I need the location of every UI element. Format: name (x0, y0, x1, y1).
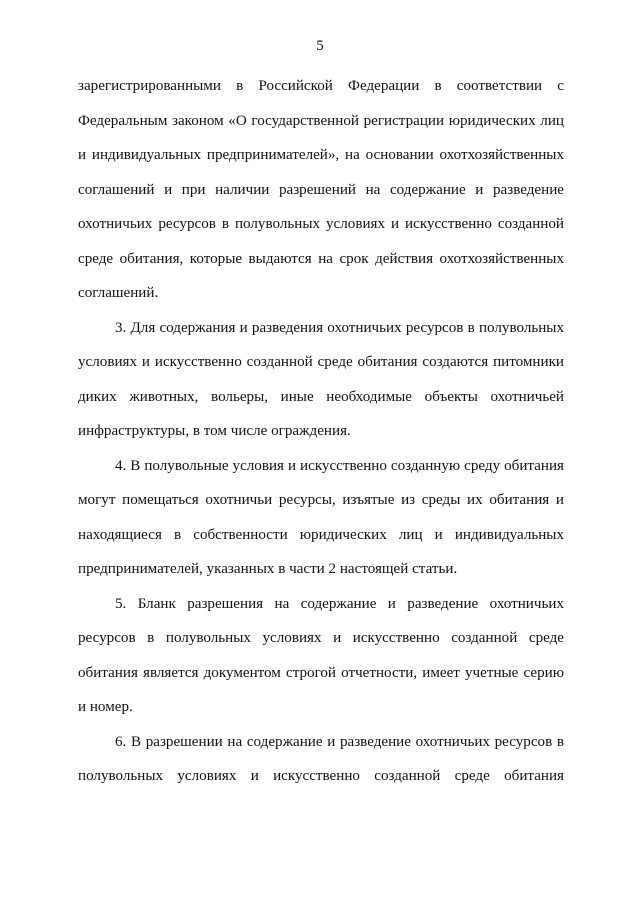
paragraph-5: 5. Бланк разрешения на содержание и разведение охотничьих ресурсов в полувольных условиях и искусственно созданной среде обитания является документом строгой отчетности, имеет учетные серию и номер. (78, 595, 564, 715)
page-number: 5 (316, 38, 324, 54)
document-body (78, 69, 564, 794)
paragraph-continuation: зарегистрированными в Российской Федерации в соответствии с Федеральным законом «О государственной регистрации юридических лиц и индивидуальных предпринимателей», на основании охотхозяйственных соглашений и при наличии разрешений на содержание и разведение охотничьих ресурсов в полувольных условиях и искусственно созданной среде обитания, которые выдаются на срок действия охотхозяйственных соглашений. (78, 78, 564, 301)
paragraph-4: 4. В полувольные условия и искусственно созданную среду обитания могут помещаться охотничьи ресурсы, изъятые из среды их обитания и находящиеся в собственности юридических лиц и индивидуальных предпринимателей, указанных в части 2 настоящей статьи. (78, 457, 564, 577)
paragraph-3: 3. Для содержания и разведения охотничьих ресурсов в полувольных условиях и искусственно созданной среде обитания создаются питомники диких животных, вольеры, иные необходимые объекты охотничьей инфраструктуры, в том числе ограждения. (78, 319, 564, 439)
paragraph-6: 6. В разрешении на содержание и разведение охотничьих ресурсов в полувольных условиях и искусственно созданной среде обитания (78, 733, 564, 784)
